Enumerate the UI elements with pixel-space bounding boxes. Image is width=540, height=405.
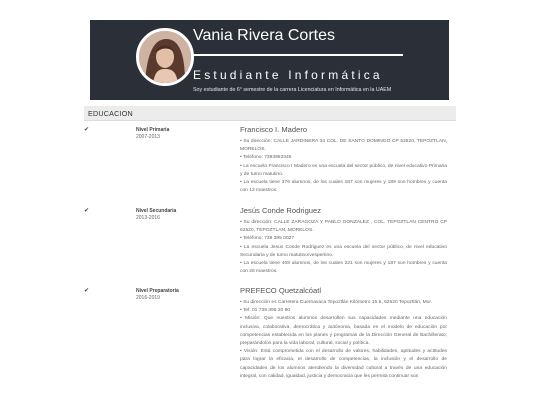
- detail-line: • Teléfono: 7393953345: [240, 154, 447, 162]
- avatar: [136, 28, 194, 86]
- education-level: Nivel Primaria: [136, 127, 170, 133]
- education-years: 2007-2013: [136, 134, 160, 140]
- person-tagline: Soy estudiante de 6° semestre de la carrera Licenciatura en Informática en la UAEM: [193, 87, 392, 93]
- school-name: PREFECO Quetzalcóatl: [240, 286, 322, 295]
- detail-line: • La escuela tiene 376 alumnos, de los cuales 187 son mujeres y 189 son hombres y cuenta con 13 maestros.: [240, 179, 447, 195]
- check-icon: ✔: [84, 288, 90, 294]
- section-title: EDUCACION: [88, 109, 133, 118]
- detail-line: • Su dirección es Carretera Cuernavaca Tepoztlán Kilómetro 15.5, 62520 Tepoztlán, Mor.: [240, 299, 447, 307]
- detail-line: • La escuela Jesus Conde Rodriguez es una escuela del sector público, de nivel educativo Secundaria y de turno matutino/vespertino.: [240, 244, 447, 260]
- detail-line: • Tel: 01 739 395 20 90: [240, 307, 447, 315]
- education-years: 2013-2016: [136, 215, 160, 221]
- profile-photo: [139, 31, 191, 83]
- detail-line: • La escuela tiene 408 alumnos, de los cuales 221 son mujeres y 187 son hombres y cuenta con 26 maestros.: [240, 260, 447, 276]
- detail-line: • La escuela Francisco I Madero es una escuela del sector público, de nivel educativo Primaria y de turno matutino.: [240, 163, 447, 179]
- person-role: Estudiante Informática: [193, 68, 383, 82]
- detail-line: • Su dirección: CALLE JARDINERA 34 COL. DE SANTO DOMINGO CP 62520, TEPOZTLAN, MORELOS.: [240, 138, 447, 154]
- education-years: 2016-2019: [136, 295, 160, 301]
- school-details: [240, 138, 447, 195]
- school-details: [240, 219, 447, 276]
- check-icon: ✔: [84, 127, 90, 133]
- detail-line: • Visión: Está comprometida con el desarrollo de valores, habilidades, aptitudes y actitudes para lograr la eficacia, el desarrollo de competencias, la inclusión y el desarrollo de capacidades de los alumnos atendiendo la diversidad cultural a través de una educación integral, con calidad, igualdad, justicia y democracia que les permita continuar sus: [240, 348, 447, 381]
- education-level: Nivel Preparatoria: [136, 288, 179, 294]
- section-education-header: [84, 106, 456, 121]
- detail-line: • Su dirección: CALLE ZARAGOZA Y PABLO GONZALEZ , COL. TEPOZTLAN CENTRO CP 62520, TEPOZTLAN, MORELOS.: [240, 219, 447, 235]
- person-name: Vania Rivera Cortes: [193, 27, 335, 44]
- detail-line: • Teléfono: 739 395 0027: [240, 235, 447, 243]
- profile-header: [90, 20, 449, 100]
- school-name: Jesús Conde Rodriguez: [240, 206, 322, 215]
- check-icon: ✔: [84, 208, 90, 214]
- header-divider: [193, 54, 403, 56]
- school-details: [240, 299, 447, 381]
- school-name: Francisco I. Madero: [240, 125, 308, 134]
- detail-line: • Misión: Que nuestros alumnos desarrollen sus capacidades mediante una educación inclusiva, colaborativa, democrática y autónoma, basada en el modelo de educación por competencias establecida en los planes y programas de la Dirección General de Bachillerato; preparándolos para la vida laboral, cultural, social y política.: [240, 315, 447, 348]
- education-level: Nivel Secundaria: [136, 208, 177, 214]
